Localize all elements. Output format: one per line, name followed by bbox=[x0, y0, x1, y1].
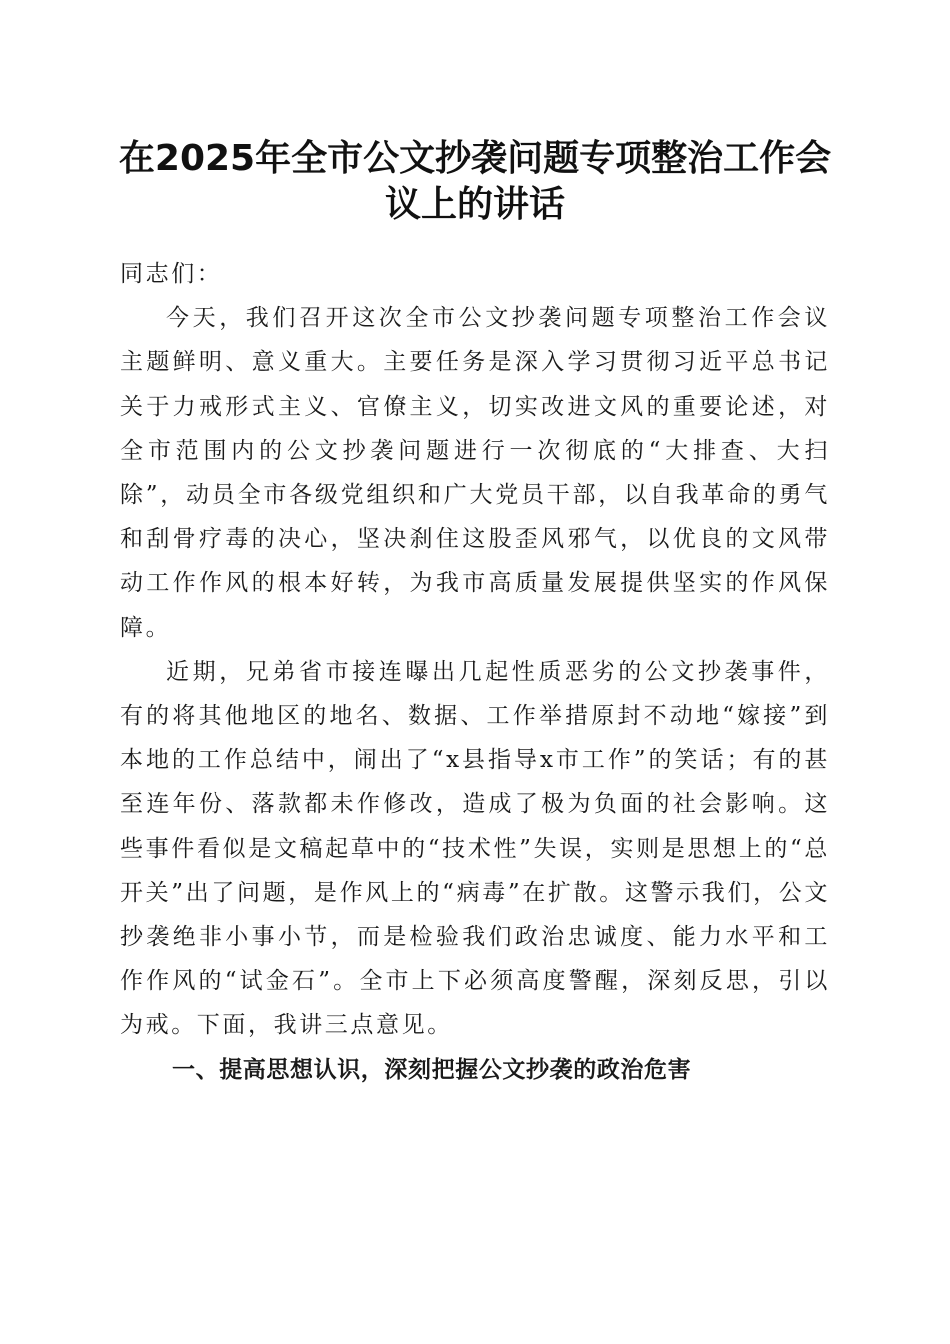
paragraph-opening: 今天，我们召开这次全市公文抄袭问题专项整治工作会议主题鲜明、意义重大。主要任务是深入学习贯彻习近平总书记关于力戒形式主义、官僚主义，切实改进文风的重要论述，对全市范围内的公文抄袭问题进行一次彻底的“大排查、大扫除”，动员全市各级党组织和广大党员干部，以自我革命的勇气和刮骨疗毒的决心，坚决刹住这股歪风邪气，以优良的文风带动工作作风的根本好转，为我市高质量发展提供坚实的作风保障。 bbox=[120, 305, 830, 641]
paragraph-background: 近期，兄弟省市接连曝出几起性质恶劣的公文抄袭事件，有的将其他地区的地名、数据、工作举措原封不动地“嫁接”到本地的工作总结中，闹出了“x县指导x市工作”的笑话；有的甚至连年份、落款都未作修改，造成了极为负面的社会影响。这些事件看似是文稿起草中的“技术性”失误，实则是思想上的“总开关”出了问题，是作风上的“病毒”在扩散。这警示我们，公文抄袭绝非小事小节，而是检验我们政治忠诚度、能力水平和工作作风的“试金石”。全市上下必须高度警醒，深刻反思，引以为戒。下面，我讲三点意见。 bbox=[120, 658, 830, 1039]
document-title bbox=[100, 136, 850, 228]
section-heading-1: 一、提高思想认识，深刻把握公文抄袭的政治危害 bbox=[172, 1056, 692, 1083]
greeting: 同志们： bbox=[120, 261, 223, 287]
document-body bbox=[120, 252, 830, 1092]
title-line-2: 议上的讲话 bbox=[384, 184, 565, 225]
title-line-1: 在2025年全市公文抄袭问题专项整治工作会 bbox=[118, 138, 832, 179]
